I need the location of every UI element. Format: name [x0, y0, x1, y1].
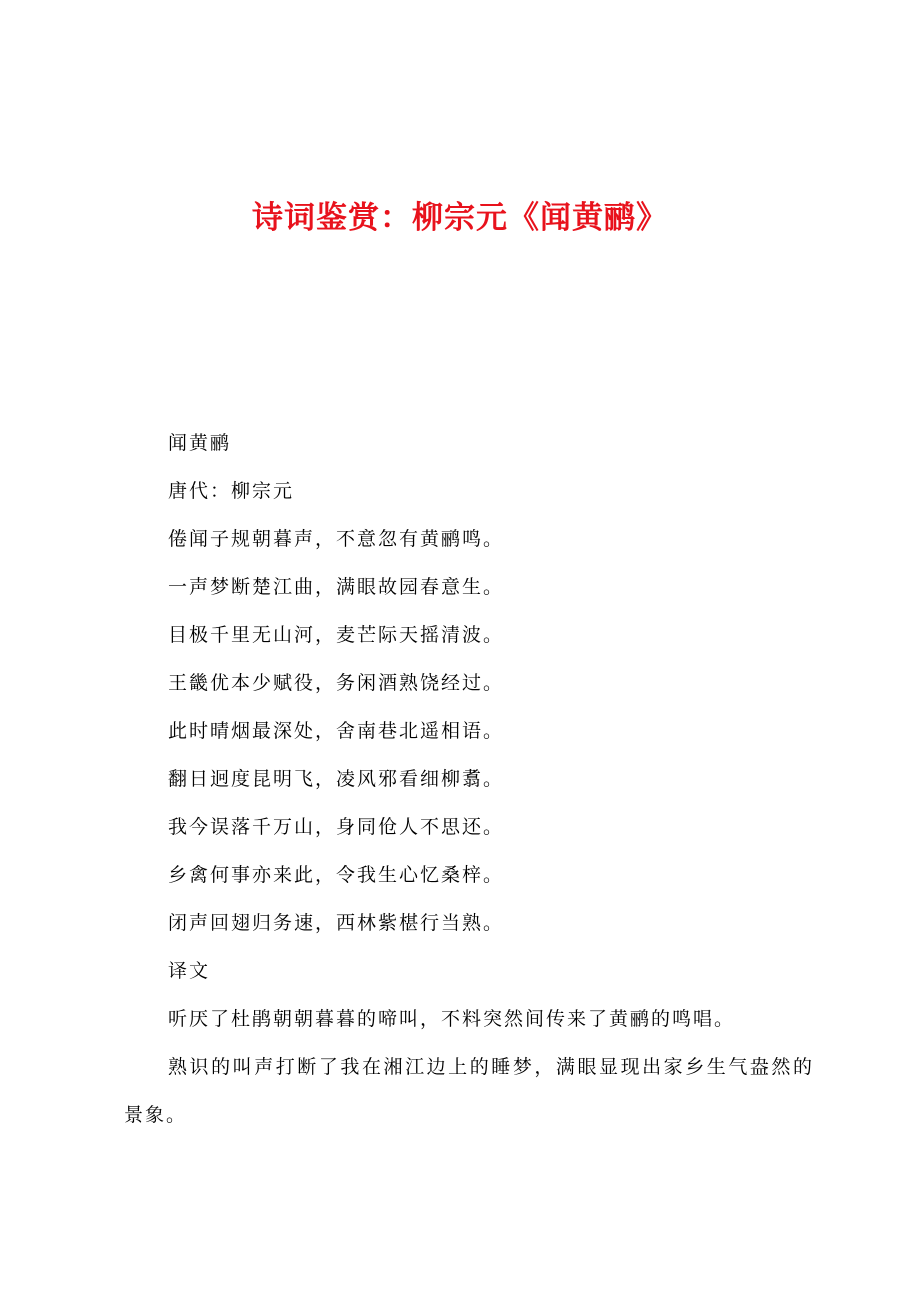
poem-line: 翻日迥度昆明飞，凌风邪看细柳翥。: [168, 768, 505, 790]
poem-line: 闭声回翅归务速，西林紫椹行当熟。: [168, 912, 505, 934]
translation-paragraph: 熟识的叫声打断了我在湘江边上的睡梦，满眼显现出家乡生气盎然的景象。: [124, 1056, 814, 1126]
document-title: 诗词鉴赏：柳宗元《闻黄鹂》: [252, 200, 668, 236]
poem-line: 倦闻子规朝暮声，不意忽有黄鹂鸣。: [168, 528, 505, 550]
poem-line: 目极千里无山河，麦芒际天摇清波。: [168, 624, 505, 646]
translation-heading: 译文: [168, 960, 211, 982]
author-line: 唐代：柳宗元: [168, 480, 295, 502]
poem-line: 此时晴烟最深处，舍南巷北遥相语。: [168, 720, 505, 742]
document-body: [124, 419, 814, 1139]
poem-line: 王畿优本少赋役，务闲酒熟饶经过。: [168, 672, 505, 694]
poem-line: 乡禽何事亦来此，令我生心忆桑梓。: [168, 864, 505, 886]
poem-line: 一声梦断楚江曲，满眼故园春意生。: [168, 576, 505, 598]
translation-paragraph: 听厌了杜鹃朝朝暮暮的啼叫，不料突然间传来了黄鹂的鸣唱。: [168, 1008, 736, 1030]
poem-title: 闻黄鹂: [168, 432, 232, 454]
poem-line: 我今误落千万山，身同伧人不思还。: [168, 816, 505, 838]
